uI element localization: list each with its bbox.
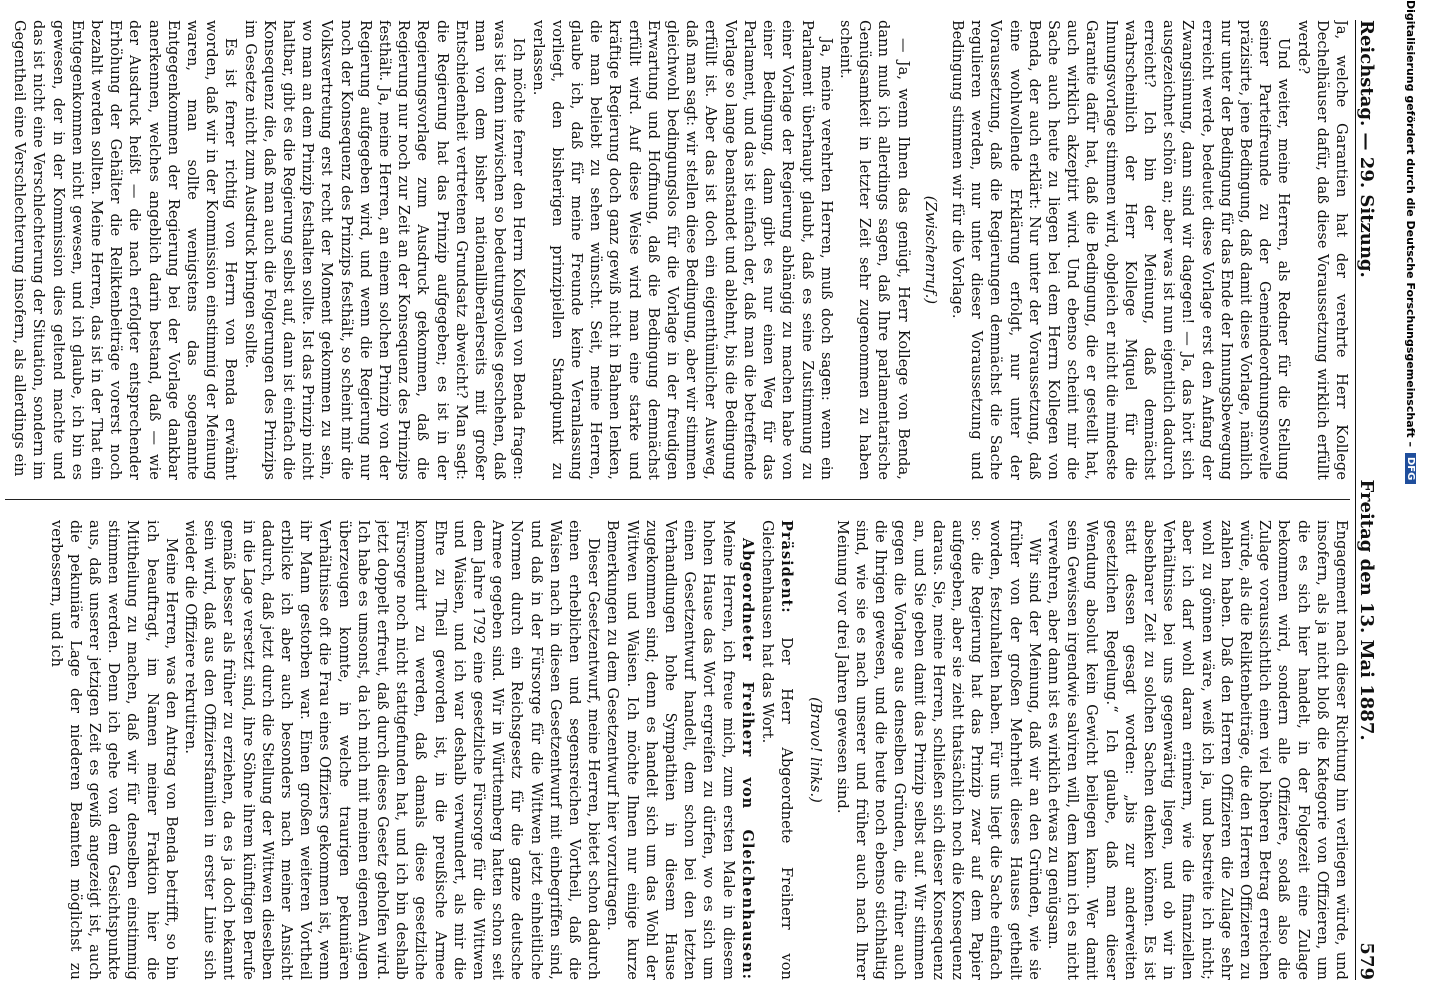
page-header <box>1355 20 1404 980</box>
paragraph: Ja, meine verehrten Herren, muß doch sagen: wenn ein Parlament überhaupt glaubt, daß es seine Zustimmung zu einer Vorlage der Regierung abhängig zu machen habe von einer Bedingung, dann gibt es nur einen Weg für das Parlament, und das ist einfach der, daß man die betreffende Vorlage so lange beanstandet und ablehnt, bis die Bedingung erfüllt ist. Aber das ist doch ein eigenthümlicher Ausweg, daß man sagt: wir stellen diese Bedingung, aber wir stimmen gleichwohl bedingungslos für die Vorlage in der freudigen Erwartung und Hoffnung, daß die Bedingung demnächst erfüllt wird. Auf diese Weise wird man eine starke und kräftige Regierung doch ganz gewiß nicht in Bahnen lenken, die man beliebt zu sehen wünscht. Seit, meine Herren, glaube ich, daß für meine Freunde keine Veranlassung vorliegt, den bisherigen prinzipiellen Standpunkt zu verlassen. <box>529 20 834 480</box>
paragraph: Wir sind der Meinung, daß wir an den Gründen, wie sie früher von der großen Mehrheit dieses Hauses getheilt worden, festzuhalten haben. Für uns liegt die Sache einfach so: die Regierung hat das Prinzip zwar auf dem Papier aufgegeben, aber sie zieht thatsächlich noch die Konsequenz daraus. Sie, meine Herren, schließen sich dieser Konsequenz an, und Sie geben damit das Prinzip selbst auf. Wir stimmen gegen die Vorlage aus denselben Gründen, die früher auch die Ihrigen gewesen, und die heute noch ebenso stichhaltig sind, wie sie es nach unserer und früher auch nach Ihrer Meinung vor drei Jahren gewesen sind. <box>833 520 1042 980</box>
paragraph: Dieser Gesetzentwurf, meine Herren, bietet schon dadurch einen erheblichen und segensreichen Vortheil, daß die Waisen nach in diesen Gesetzentwurf mit einbegriffen sind, und daß in der Fürsorge für die Wittwen jetzt einheitliche Normen durch ein Reichsgesetz für die ganze deutsche Armee gegeben sind. Wir in Württemberg hatten schon seit dem Jahre 1792 eine gesetzliche Fürsorge für die Wittwen und Waisen, und ich war deshalb verwundert, als mir die Ehre zu Theil geworden ist, in die preußische Armee kommandirt zu werden, daß damals diese gesetzliche Fürsorge noch nicht stattgefunden hat, und ich bin deshalb jetzt doppelt erfreut, daß durch dieses Gesetz geholfen wird. Ich habe es umsonst, da ich mich mit meinen eigenen Augen überzeugen konnte, in welche traurigen pekuniären Verhältnisse oft die Frau eines Offiziers gekommen ist, wenn ihr Mann gestorben war. Einen großen weiteren Vortheil erblicke ich aber auch besonders nach meiner Ansicht dadurch, daß jetzt durch die Stellung der Wittwen dieselben in die Lage versetzt sind, ihre Söhne ihrem künftigen Berufe gemäß besser als früher zu erziehen, da es ja doch bekannt sein wird, daß aus den Offiziersfamilien in erster Linie sich wieder die Offiziere rekrutiren. <box>182 520 602 980</box>
speaker-text: Meine Herren, ich freue mich, zum ersten Male in diesem hohen Hause das Wort ergreifen zu dürfen, wo es sich um einen Gesetzentwurf handelt, dem schon bei den letzten Verhandlungen hohe Sympathien in diesem Hause zugekommen sind; denn es handelt sich um das Wohl der Wittwen und Waisen. Ich möchte Ihnen nur einige kurze Bemerkungen zu dem Gesetzentwurf hier vorzutragen. <box>604 520 736 980</box>
president-remark <box>757 520 796 980</box>
speaker-label: Abgeordneter Freiherr von Gleichenhausen: <box>738 538 756 980</box>
paragraph: Und weiter, meine Herren, als Redner für die Stellung seiner Parteifreunde zu der Gemeindeordnungsnovelle präzisirte, jene Bedingung, daß damit diese Vorlage, nämlich nur unter der Bedingung für das Ende der Innungsbewegung erreicht werde, bedeutet diese Vorlage erst den Anfang der Zwangsinnung, dann sind wir dagegen! — Ja, das hört sich ausgezeichnet schön an; aber was ist nun eigentlich dadurch erreicht? Ich bin der Meinung, daß demnächst wahrscheinlich der Herr Kollege Miquel für die Innungsvorlage stimmen wird, obgleich er nicht die mindeste Garantie dafür hat, daß die Bedingung, die er gestellt hat, auch wirklich akzeptirt wird. Und ebenso scheint mir die Sache auch heute zu liegen bei dem Herrn Kollegen von Benda, der auch erklärt: Nur unter der Voraussetzung, daß eine wohlwollende Erklärung erfolgt, nur unter der Voraussetzung, daß die Regierungen demnächst die Sache regulieren werden, nur unter dieser Voraussetzung und Bedingung stimmen wir für die Vorlage. <box>948 20 1292 480</box>
interjection: (Zwischenruf.) <box>921 195 938 305</box>
session-title: Reichstag. — 29. Sitzung. <box>1356 20 1377 278</box>
page-number: 579 <box>1356 942 1377 980</box>
president-text: Der Herr Abgeordnete Freiherr von Gleichenhausen hat das Wort. <box>759 520 795 980</box>
column-divider <box>5 499 1350 500</box>
dfg-logo: DFG <box>1406 453 1417 484</box>
president-label: Präsident: <box>778 520 796 614</box>
digitization-credit <box>1404 0 1430 1000</box>
paragraph: Es ist ferner richtig von Herrn von Benda erwähnt worden, daß wir in der Kommission einstimmig der Meinung waren, man sollte wenigstens das sogenannte Entgegenkommen der Regierung bei der Vorlage dankbar anerkennen, welches angeblich darin bestand, daß — wie der Ausdruck heißt — die nach erfolgter entsprechender Erhöhung der Gehälter die Reliktenbeiträge vorerst noch bezahlt werden sollten. Meine Herren, das ist in der That ein Entgegenkommen nicht gewesen, und ich glaube, ich bin es gewesen, der in der Kommission dies geltend machte und das ist nicht eine Verschlechterung der Situation, sondern im Gegentheil eine Verschlechterung insofern, als allerdings ein <box>11 20 239 480</box>
session-date: Freitag den 13. Mai 1887. <box>1356 479 1377 741</box>
paragraph: — Ja, wenn Ihnen das genügt, Herr Kollege von Benda, dann muß ich allerdings sagen, daß Ihre parlamentarische Genügsamkeit in letzter Zeit sehr zugenommen zu haben scheint. <box>836 20 911 480</box>
speaker-paragraph <box>602 520 757 980</box>
right-column <box>5 520 1350 980</box>
left-column <box>5 20 1350 480</box>
paragraph: Engagement nach dieser Richtung hin verliegen würde, und insofern, als ja nicht bloß die Kategorie von Offizieren, um die es sich hier handelt, in der Folgezeit eine Zulage bekommen wird, sondern alle Offiziere, sodaß also die Zulage voraussichtlich einen viel höheren Betrag erreichen würde, als die Reliktenbeiträge, die den Herren Offizieren zu zahlen haben. Daß den Herren Offizieren die Zulage sehr wohl zu gönnen wäre, weiß ich ja, und bestreite ich nicht; aber ich darf wohl daran erinnern, wie die finanziellen Verhältnisse bei uns gegenwärtig liegen, und ob wir in absehbarer Zeit zu solchen Sachen denken können. Es ist statt dessen gesagt worden: „bis zur anderweiten gesetzlichen Regelung.“ Ich glaube, daß man dieser Wendung absolut kein Gewicht beilegen kann. Wer damit sein Gewissen irgendwie salviren will, dem kann ich es nicht verwehren, aber dann ist es wirklich etwas zu genügsam. <box>1044 520 1349 980</box>
applause-note: (Bravo! links.) <box>806 697 823 803</box>
paragraph: Meine Herren, was den Antrag von Benda betrifft, so bin ich beauftragt, im Namen meiner Fraktion hier die Mittheilung zu machen, daß wir für denselben einstimmig stimmen werden. Denn ich gehe von dem Gesichtspunkte aus, daß unserer jetzigen Zeit es gewiß angezeigt ist, auch die pekuniäre Lage der niederen Beamten möglichst zu verbessern, und ich <box>47 520 179 980</box>
paragraph: Ja, welche Garantien hat der verehrte Herr Kollege Dechelhäuser dafür, daß diese Voraussetzung wirklich erfüllt werde? <box>1294 20 1349 480</box>
paragraph: Ich möchte ferner den Herrn Kollegen von Benda fragen: was ist denn inzwischen so bedeutungsvolles geschehen, daß man von dem bisher nationalliberalerseits mit großer Entschiedenheit vertretenen Grundsatz abweicht? Man sagt: die Regierung hat das Prinzip aufgegeben; es ist in der Regierungsvorlage zum Ausdruck gekommen, daß die Regierung nur noch zur Zeit an der Konsequenz des Prinzips festhält. Ja, meine Herren, an einem solchen Prinzip von der Regierung aufgegeben wird, und wenn die Regierung nur noch der Konsequenz des Prinzips festhält, so scheint mir die Volksvertretung erst recht der Moment gekommen zu sein, wo man an dem Prinzip festhalten sollte. Ist das Prinzip nicht haltbar, gibt es die Regierung selbst auf, dann ist einfach die Konsequenz die, daß man auch die Folgerungen des Prinzips im Gesetze nicht zum Ausdruck bringen sollte. <box>241 20 527 480</box>
credit-text: Digitalisierung gefördert durch die Deutsche Forschungsgemeinschaft – <box>1404 0 1418 447</box>
